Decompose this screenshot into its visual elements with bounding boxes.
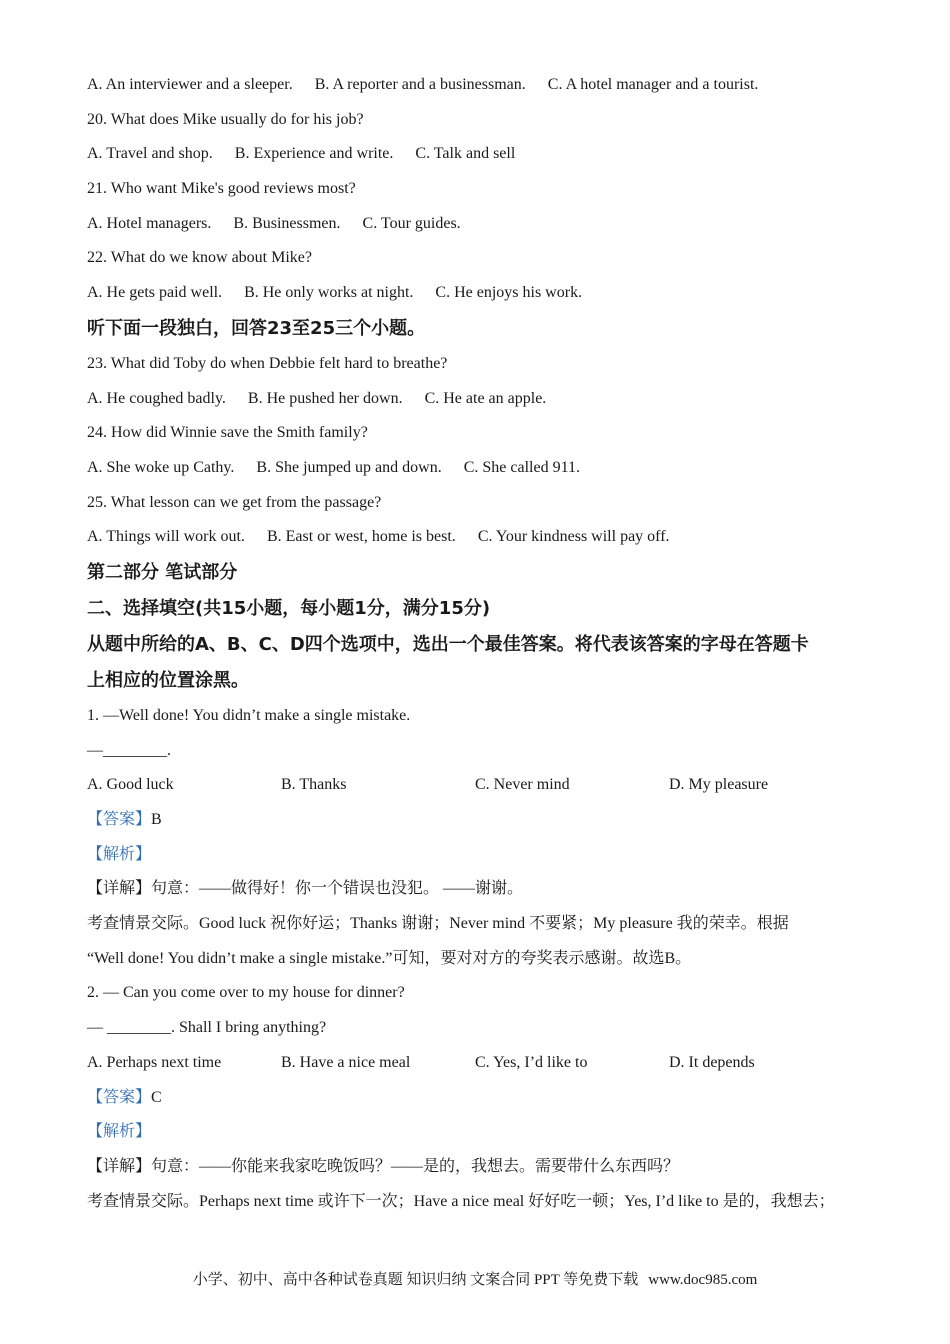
q1-detail — [87, 872, 877, 907]
section-title: 二、选择填空(共15小题，每小题1分，满分15分) — [87, 597, 491, 619]
option-a: A. Good luck — [87, 776, 174, 794]
question-1-reply: —________. — [87, 741, 171, 759]
answer-value: B — [151, 811, 162, 828]
question-23: 23. What did Toby do when Debbie felt hard to breathe? — [87, 354, 448, 372]
page-footer — [0, 1268, 950, 1289]
option-c: C. Talk and sell — [415, 145, 516, 163]
question-2-prompt: 2. — Can you come over to my house for dinner? — [87, 984, 405, 1002]
q19-options — [87, 68, 877, 103]
q1-explanation-1: 考查情景交际。Good luck 祝你好运；Thanks 谢谢；Never mind 不要紧；My pleasure 我的荣幸。根据 — [87, 915, 789, 933]
option-b: B. A reporter and a businessman. — [314, 76, 526, 93]
option-a: A. Things will work out. — [87, 528, 245, 546]
footer-text: 小学、初中、高中各种试卷真题 知识归纳 文案合同 PPT 等免费下载 — [192, 1272, 639, 1288]
option-a: A. Hotel managers. — [87, 214, 212, 232]
section-heading-monologue: 听下面一段独白，回答23至25三个小题。 — [87, 317, 426, 339]
q2-options — [87, 1046, 877, 1081]
q21-options — [87, 207, 877, 242]
question-24: 24. How did Winnie save the Smith family? — [87, 424, 368, 442]
part-title: 第二部分 笔试部分 — [87, 561, 238, 583]
question-21: 21. Who want Mike's good reviews most? — [87, 180, 356, 198]
q2-explanation-1: 考查情景交际。Perhaps next time 或许下一次；Have a nice meal 好好吃一顿；Yes, I’d like to 是的，我想去； — [87, 1192, 835, 1210]
option-b: B. Thanks — [281, 776, 347, 794]
option-a: A. She woke up Cathy. — [87, 458, 235, 476]
detail-text: 句意：——你能来我家吃晚饭吗？——是的，我想去。需要带什么东西吗？ — [151, 1157, 680, 1175]
instruction-line-2: 上相应的位置涂黑。 — [87, 669, 249, 691]
option-a: A. Travel and shop. — [87, 145, 213, 163]
answer-tag: 【答案】 — [87, 1088, 152, 1106]
option-b: B. Have a nice meal — [281, 1053, 411, 1071]
q1-analysis-tag: 【解析】 — [87, 845, 152, 863]
option-a: A. An interviewer and a sleeper. — [87, 76, 293, 93]
option-c: C. He enjoys his work. — [435, 284, 583, 302]
option-c: C. A hotel manager and a tourist. — [547, 76, 759, 93]
option-b: B. She jumped up and down. — [256, 458, 442, 476]
option-a: A. He gets paid well. — [87, 284, 223, 302]
q23-options — [87, 382, 877, 417]
option-b: B. East or west, home is best. — [266, 528, 456, 546]
option-c: C. He ate an apple. — [424, 389, 547, 407]
question-1-prompt: 1. —Well done! You didn’t make a single mistake. — [87, 706, 411, 724]
q1-answer — [87, 803, 877, 838]
q20-options — [87, 137, 877, 172]
option-c: C. Tour guides. — [362, 214, 461, 232]
answer-tag: 【答案】 — [87, 811, 152, 828]
option-b: B. Businessmen. — [233, 214, 341, 232]
q22-options — [87, 276, 877, 311]
option-c: C. She called 911. — [463, 458, 580, 476]
detail-text: 句意：——做得好！你一个错误也没犯。 ——谢谢。 — [151, 880, 524, 898]
option-b: B. Experience and write. — [234, 145, 394, 163]
q1-explanation-2: “Well done! You didn’t make a single mistake.”可知，要对对方的夸奖表示感谢。故选B。 — [87, 949, 692, 967]
option-c: C. Your kindness will pay off. — [477, 528, 670, 546]
instruction-line-1: 从题中所给的A、B、C、D四个选项中，选出一个最佳答案。将代表该答案的字母在答题卡 — [87, 633, 809, 655]
q2-detail — [87, 1150, 877, 1185]
option-c: C. Never mind — [475, 776, 570, 794]
q24-options — [87, 451, 877, 486]
question-22: 22. What do we know about Mike? — [87, 249, 312, 267]
detail-tag: 【详解】 — [87, 880, 152, 898]
option-a: A. Perhaps next time — [87, 1053, 222, 1071]
q2-answer — [87, 1081, 877, 1116]
answer-value: C — [151, 1088, 162, 1106]
question-2-reply: — ________. Shall I bring anything? — [87, 1019, 327, 1037]
footer-url[interactable]: www.doc985.com — [648, 1272, 758, 1288]
option-b: B. He only works at night. — [244, 284, 414, 302]
document-page — [87, 68, 877, 1219]
question-20: 20. What does Mike usually do for his job? — [87, 110, 364, 128]
option-a: A. He coughed badly. — [87, 389, 226, 407]
option-d: D. My pleasure — [669, 776, 769, 794]
question-25: 25. What lesson can we get from the passage? — [87, 493, 382, 511]
option-b: B. He pushed her down. — [247, 389, 403, 407]
detail-tag: 【详解】 — [87, 1157, 152, 1175]
q25-options — [87, 520, 877, 555]
option-c: C. Yes, I’d like to — [475, 1053, 588, 1071]
option-d: D. It depends — [669, 1053, 755, 1071]
q1-options — [87, 768, 877, 803]
q2-analysis-tag: 【解析】 — [87, 1123, 152, 1141]
